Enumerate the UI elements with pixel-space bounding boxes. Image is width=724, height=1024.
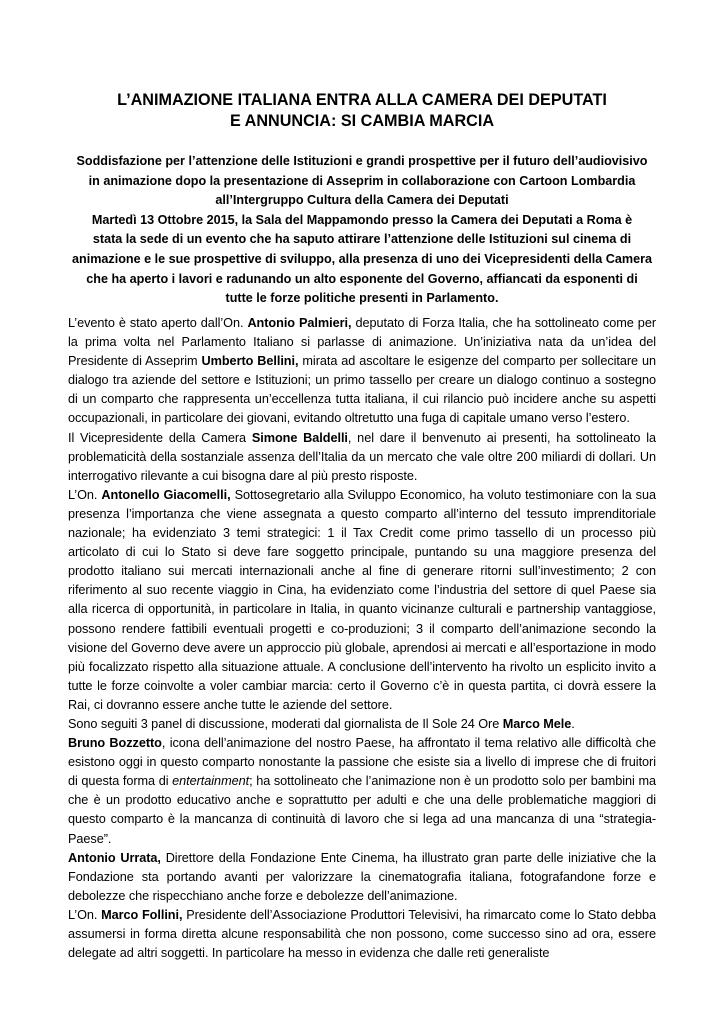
body-text: L’evento è stato aperto dall’On. [68, 316, 248, 330]
body-text: deputato di Forza Italia, che ha sottolineato come per la prima volta nel Parlamento Italiano si parlasse di animazione. Un’iniziativa nata da un’idea del Presidente di Asseprim [68, 316, 656, 369]
person-name: Simone Baldelli [251, 430, 348, 445]
document-subtitle [68, 152, 656, 309]
subtitle-line: che ha aperto i lavori e radunando un alto esponente del Governo, affiancati da esponenti di [86, 271, 638, 286]
body-text: Presidente dell’Associazione Produttori Televisivi, ha rimarcato come lo Stato debba assumersi in forma diretta alcune responsabilità che non possono, come successo sino ad ora, essere delegate ad altri soggetti. In particolare ha messo in evidenza che dalle reti generaliste [68, 907, 656, 961]
body-text: , nel dare il benvenuto ai presenti, ha sottolineato la problematicità della sostanziale assenza dell’Italia da un mercato che vale oltre 200 miliardi di dollari. Un interrogativo rilevante a cui bisogna dare al più presto risposte. [68, 430, 656, 483]
title-line: L’ANIMAZIONE ITALIANA ENTRA ALLA CAMERA DEI DEPUTATI [117, 91, 607, 109]
body-text: . [571, 716, 575, 731]
body-paragraph [68, 715, 656, 734]
person-name: Umberto Bellini, [201, 354, 299, 369]
body-paragraph [68, 429, 656, 486]
person-name: Bruno Bozzetto [68, 736, 162, 751]
body-text: mirata ad ascoltare le esigenze del comparto per sollecitare un dialogo tra aziende del settore e Istituzioni; un primo tassello per creare un dialogo continuo a sostegno di un comparto che rappresenta un’eccellenza tutta italiana, il cui rilancio può incidere anche su aspetti occupazionali, in particolare dei giovani, evitando oltretutto una fuga di capitale umano verso l’estero. [68, 354, 656, 426]
subtitle-line: all’Intergruppo Cultura della Camera dei Deputati [215, 193, 509, 208]
person-name: Antonio Palmieri, [247, 316, 352, 330]
document-body [68, 314, 656, 963]
title-line: E ANNUNCIA: SI CAMBIA MARCIA [229, 112, 495, 130]
body-text: Sono seguiti 3 panel di discussione, moderati dal giornalista de Il Sole 24 Ore [68, 716, 503, 731]
body-paragraph [68, 849, 656, 906]
body-text: Sottosegretario alla Sviluppo Economico, ha voluto testimoniare con la sua presenza l’importanza che viene assegnata a questo comparto all’interno del tessuto imprenditoriale nazionale; ha evidenziato 3 temi strategici: 1 il Tax Credit come primo tassello di un processo più articolato di cui lo Stato si deve fare soggetto principale, puntando su una maggiore presenza del prodotto italiano sui mercati internazionali anche al fine di generare ritorni sull’investimento; 2 con riferimento al suo recente viaggio in Cina, ha evidenziato come l’industria del settore di quel Paese sia alla ricerca di opportunità, in particolare in Italia, in quanto vicinanze culturali e partnership vantaggiose, possono rendere fattibili eventuali progetti e co-produzioni; 3 il comparto dell’animazione secondo la visione del Governo deve avere un approccio più globale, aprendosi ai mercati e all’esportazione in modo più focalizzato rispetto alla situazione attuale. A conclusione dell’intervento ha rivolto un esplicito invito a tutte le forze coinvolte a voler cambiar marcia: certo il Governo c’è in questa partita, ci dovrà essere la Rai, ci dovranno essere anche tutte le aziende del settore. [68, 487, 656, 712]
subtitle-line: Soddisfazione per l’attenzione delle Istituzioni e grandi prospettive per il futuro dell’audiovisivo [76, 154, 648, 168]
body-text: , icona dell’animazione del nostro Paese, ha affrontato il tema relativo alle difficoltà che esistono oggi in questo comparto nonostante la passione che esiste sia a livello di imprese che di fruitori di questa forma di [68, 736, 656, 789]
body-paragraph [68, 314, 656, 429]
person-name: Antonio Urrata, [68, 850, 161, 865]
document-title [68, 90, 656, 132]
emphasis-text: entertainment [172, 774, 250, 789]
body-text: L’On. [68, 907, 102, 922]
body-text: Il Vicepresidente della Camera [68, 430, 252, 445]
subtitle-line: tutte le forze politiche presenti in Parlamento. [225, 291, 499, 306]
body-text: L’On. [68, 487, 102, 502]
subtitle-line: stata la sede di un evento che ha saputo attirare l’attenzione delle Istituzioni sul cinema di [92, 232, 632, 247]
body-text: Direttore della Fondazione Ente Cinema, ha illustrato gran parte delle iniziative che la Fondazione sta portando avanti per valorizzare la cinematografia italiana, fotografandone forze e debolezze che rispecchiano anche forze e debolezze dell’animazione. [68, 850, 656, 903]
body-paragraph [68, 906, 656, 963]
subtitle-line: animazione e le sue prospettive di sviluppo, alla presenza di uno dei Vicepresidenti della Camera [72, 251, 652, 266]
person-name: Antonello Giacomelli, [101, 487, 231, 502]
body-text: ; ha sottolineato che l’animazione non è un prodotto solo per bambini ma che è un prodotto educativo anche e soprattutto per adulti e che una delle problematiche maggiori di questo comparto è la mancanza di continuità di lavoro che si lega ad una mancanza di una “strategia-Paese”. [68, 774, 656, 846]
person-name: Marco Mele [502, 716, 572, 731]
subtitle-line: in animazione dopo la presentazione di Asseprim in collaborazione con Cartoon Lombardia [88, 173, 636, 188]
person-name: Marco Follini, [101, 907, 183, 922]
body-paragraph [68, 734, 656, 849]
body-paragraph [68, 486, 656, 715]
subtitle-line: Martedì 13 Ottobre 2015, la Sala del Mappamondo presso la Camera dei Deputati a Roma è [91, 212, 633, 227]
